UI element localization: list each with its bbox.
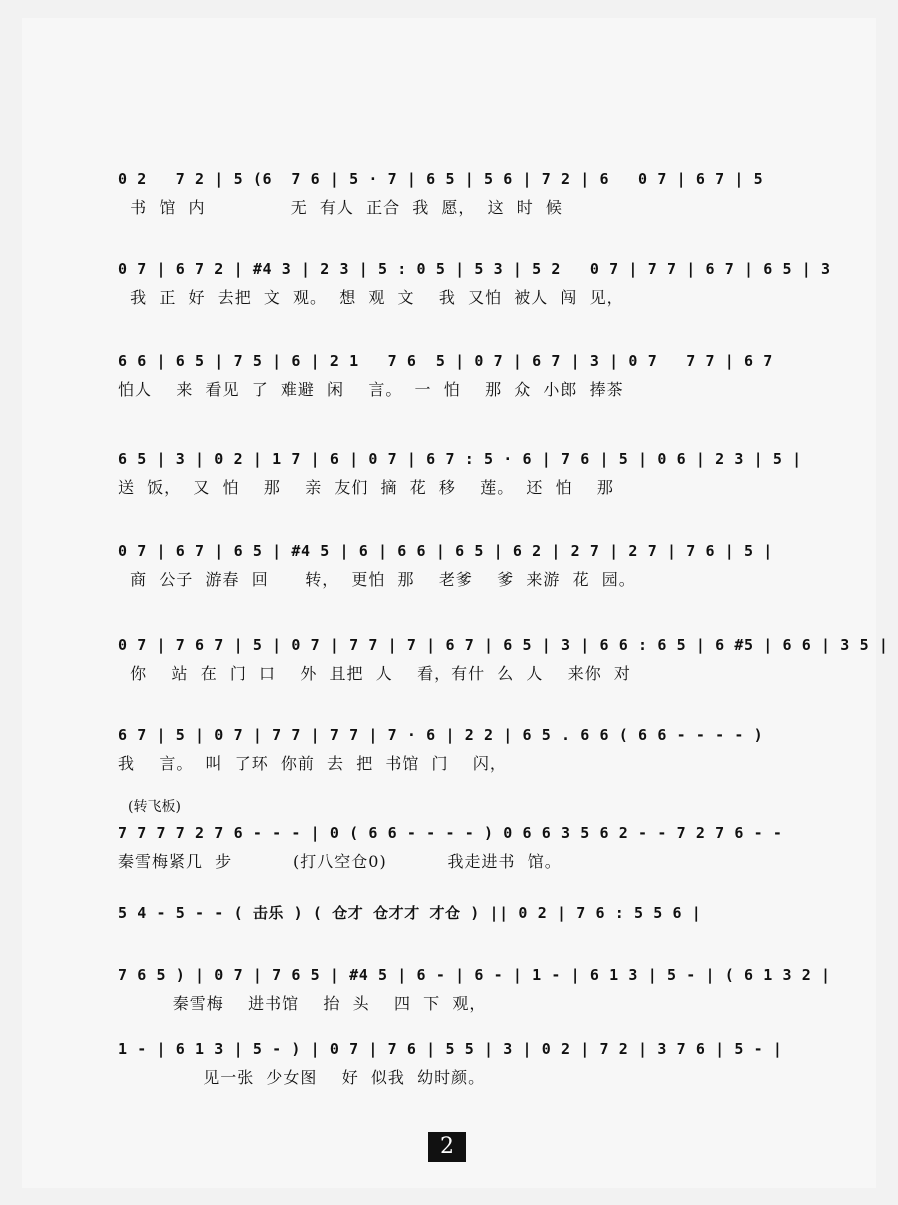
- notation-line: 6 7 | 5 | 0 7 | 7 7 | 7 7 | 7 · 6 | 2 2 | 6 5 . 6 6 ( 6 6 - - - - ): [118, 726, 764, 744]
- notation-line: 7 7 7 7 2 7 6 - - - | 0 ( 6 6 - - - - ) 0 6 6 3 5 6 2 - - 7 2 7 6 - -: [118, 824, 783, 842]
- notation-line: 0 2 7 2 | 5 (6 7 6 | 5 · 7 | 6 5 | 5 6 | 7 2 | 6 0 7 | 6 7 | 5: [118, 170, 764, 188]
- lyrics-line: 怕人 来 看见 了 难避 闲 言。 一 怕 那 众 小郎 捧茶: [118, 380, 624, 399]
- tempo-marking: (转飞板): [128, 799, 181, 815]
- lyrics-line: 见一张 少女图 好 似我 幼时颜。: [118, 1068, 486, 1087]
- lyrics-line: 我 正 好 去把 文 观。 想 观 文 我 又怕 被人 闯 见，: [118, 288, 624, 307]
- notation-line: 7 6 5 ) | 0 7 | 7 6 5 | #4 5 | 6 - | 6 - | 1 - | 6 1 3 | 5 - | ( 6 1 3 2 |: [118, 966, 831, 984]
- notation-line: 0 7 | 7 6 7 | 5 | 0 7 | 7 7 | 7 | 6 7 | 6 5 | 3 | 6 6 : 6 5 | 6 #5 | 6 6 | 3 5 |: [118, 636, 889, 654]
- lyrics-line: 商 公子 游春 回 转， 更怕 那 老爹 爹 来游 花 园。: [118, 570, 636, 589]
- notation-line: 6 5 | 3 | 0 2 | 1 7 | 6 | 0 7 | 6 7 : 5 · 6 | 7 6 | 5 | 0 6 | 2 3 | 5 |: [118, 450, 802, 468]
- lyrics-line: [118, 930, 788, 954]
- lyrics-line: 书 馆 内 无 有人 正合 我 愿， 这 时 候: [118, 198, 563, 217]
- lyrics-line: 我 言。 叫 了环 你前 去 把 书馆 门 闪，: [118, 754, 507, 773]
- notation-line: 1 - | 6 1 3 | 5 - ) | 0 7 | 7 6 | 5 5 | 3 | 0 2 | 7 2 | 3 7 6 | 5 - |: [118, 1040, 783, 1058]
- notation-line: 0 7 | 6 7 | 6 5 | #4 5 | 6 | 6 6 | 6 5 | 6 2 | 2 7 | 2 7 | 7 6 | 5 |: [118, 542, 773, 560]
- notation-line: 0 7 | 6 7 2 | #4 3 | 2 3 | 5 : 0 5 | 5 3 | 5 2 0 7 | 7 7 | 6 7 | 6 5 | 3: [118, 260, 831, 278]
- lyrics-line: 秦雪梅 进书馆 抬 头 四 下 观，: [118, 994, 487, 1013]
- notation-line: 6 6 | 6 5 | 7 5 | 6 | 2 1 7 6 5 | 0 7 | 6 7 | 3 | 0 7 7 7 | 6 7: [118, 352, 773, 370]
- page-number: 2: [428, 1132, 466, 1162]
- lyrics-line: 秦雪梅紧几 步 (打八空仓0) 我走进书 馆。: [118, 852, 562, 871]
- lyrics-line: 你 站 在 门 口 外 且把 人 看，有什 么 人 来你 对: [118, 664, 631, 683]
- lyrics-line: 送 饭， 又 怕 那 亲 友们 摘 花 移 莲。 还 怕 那: [118, 478, 614, 497]
- notation-line: 5 4 - 5 - - ( 击乐 ) ( 仓才 仓才才 才仓 ) || 0 2 | 7 6 : 5 5 6 |: [118, 904, 702, 922]
